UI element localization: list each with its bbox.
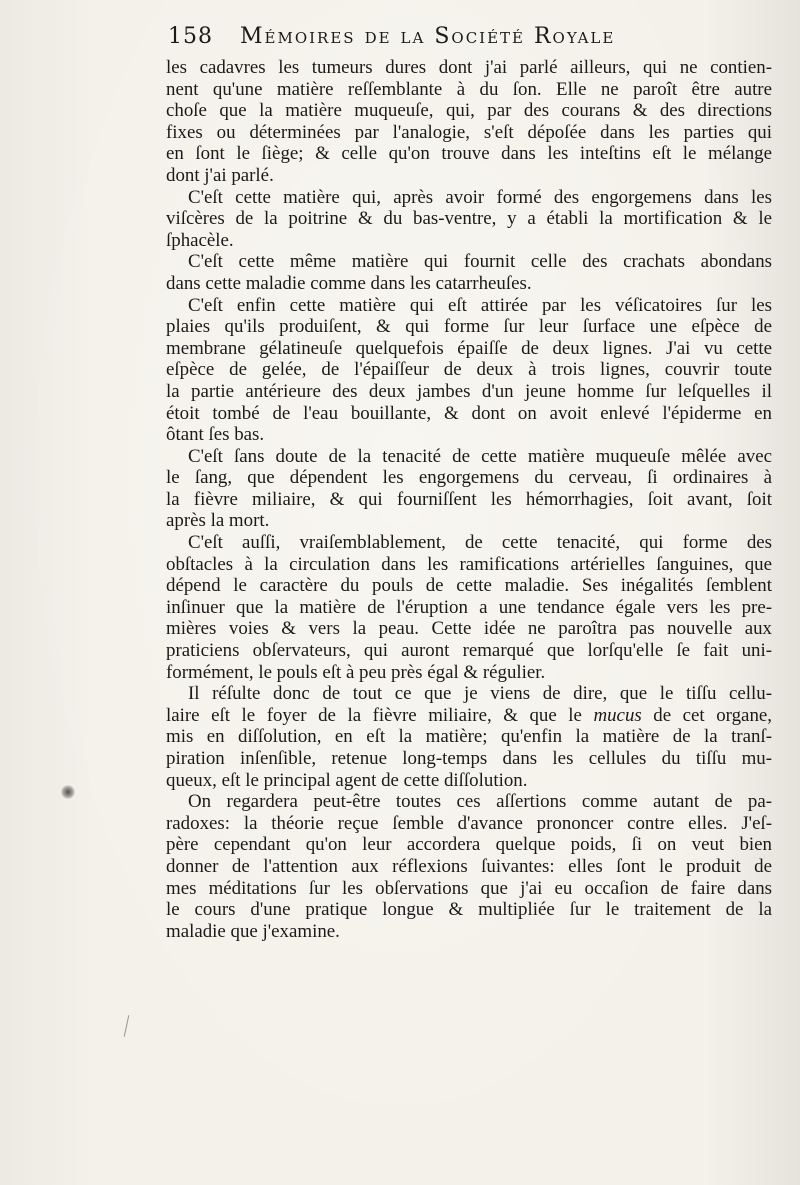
- text-line: C'eſt ſans doute de la tenacité de cette matière muqueuſe mêlée avec: [188, 445, 772, 467]
- text-line: les cadavres les tumeurs dures dont j'ai parlé ailleurs, qui ne contien-: [166, 57, 772, 78]
- running-title: Mémoires de la Société Royale: [240, 24, 616, 49]
- text-line: dans cette maladie comme dans les catarrheuſes.: [166, 272, 532, 294]
- paragraph: [166, 295, 772, 446]
- text-line: C'eſt cette même matière qui fournit celle des crachats abondans: [188, 251, 772, 273]
- text-line: obſtacles à la circulation dans les ramifications artérielles ſanguines, que: [166, 553, 772, 575]
- text-line: plaies qu'ils produiſent, & qui forme ſur leur ſurface une eſpèce de: [166, 316, 772, 338]
- text-line: C'eſt cette matière qui, après avoir formé des engorgemens dans les: [188, 186, 772, 208]
- text-line: laire eſt le foyer de la fièvre miliaire, & que le mucus de cet organe,: [166, 704, 772, 726]
- text-line: inſinuer que la matière de l'éruption a une tendance égale vers les pre-: [166, 596, 772, 618]
- text-line: donner de l'attention aux réflexions ſuivantes: elles ſont le produit de: [166, 855, 772, 877]
- ink-smudge: [60, 785, 76, 799]
- text-line: ſphacèle.: [166, 229, 234, 251]
- text-line: formément, le pouls eſt à peu près égal & régulier.: [166, 661, 546, 683]
- paragraph: [166, 57, 772, 187]
- text-line: nent qu'une matière reſſemblante à du ſon. Elle ne paroît être autre: [166, 78, 772, 100]
- text-line: membrane gélatineuſe quelquefois épaiſſe de deux lignes. J'ai vu cette: [166, 337, 772, 359]
- text-line: mières voies & vers la peau. Cette idée ne paroîtra pas nouvelle aux: [166, 618, 772, 640]
- text-line: On regardera peut-être toutes ces aſſertions comme autant de pa-: [188, 791, 772, 813]
- text-line: viſcères de la poitrine & du bas-ventre, y a établi la mortification & le: [166, 208, 772, 230]
- italic-word: mucus: [593, 704, 642, 726]
- running-head: [168, 24, 708, 56]
- body-text: [166, 57, 772, 942]
- text-line: la partie antérieure des deux jambes d'un jeune homme ſur leſquelles il: [166, 380, 772, 402]
- text-line: praticiens obſervateurs, qui auront remarqué que lorſqu'elle ſe fait uni-: [166, 640, 772, 662]
- text-line: le ſang, que dépendent les engorgemens du cerveau, ſi ordinaires à: [166, 467, 772, 489]
- paragraph: [166, 683, 772, 791]
- text-line: étoit tombé de l'eau bouillante, & dont on avoit enlevé l'épiderme en: [166, 402, 772, 424]
- paragraph: [166, 532, 772, 683]
- text-line: queux, eſt le principal agent de cette diſſolution.: [166, 769, 528, 791]
- text-line: choſe que la matière muqueuſe, qui, par des courans & des directions: [166, 100, 772, 122]
- text-line: mis en diſſolution, en eſt la matière; qu'enfin la matière de la tranſ-: [166, 726, 772, 748]
- paragraph: [166, 251, 772, 294]
- text-line: Il réſulte donc de tout ce que je viens de dire, que le tiſſu cellu-: [188, 683, 772, 705]
- text-line: après la mort.: [166, 510, 270, 532]
- text-line: fixes ou déterminées par l'analogie, s'eſt dépoſée dans les parties qui: [166, 121, 772, 143]
- text-line: ôtant ſes bas.: [166, 424, 265, 446]
- text-line: dont j'ai parlé.: [166, 164, 274, 186]
- text-line: la fièvre miliaire, & qui fourniſſent les hémorrhagies, ſoit avant, ſoit: [166, 488, 772, 510]
- text-line: radoxes: la théorie reçue ſemble d'avance prononcer contre elles. J'eſ-: [166, 812, 772, 834]
- text-line: le cours d'une pratique longue & multipliée ſur le traitement de la: [166, 899, 772, 921]
- text-line: mes méditations ſur les obſervations que j'ai eu occaſion de faire dans: [166, 877, 772, 899]
- paragraph: [166, 791, 772, 942]
- text-line: père cependant qu'on leur accordera quelque poids, ſi on veut bien: [166, 834, 772, 856]
- paragraph: [166, 187, 772, 252]
- margin-mark: [124, 1015, 130, 1037]
- text-line: C'eſt enfin cette matière qui eſt attirée par les véſicatoires ſur les: [188, 294, 772, 316]
- paragraph: [166, 446, 772, 532]
- text-line: C'eſt auſſi, vraiſemblablement, de cette tenacité, qui forme des: [188, 532, 772, 554]
- text-line: en ſont le ſiège; & celle qu'on trouve dans les inteſtins eſt le mélange: [166, 143, 772, 165]
- text-line: maladie que j'examine.: [166, 920, 340, 942]
- text-line: eſpèce de gelée, de l'épaiſſeur de deux à trois lignes, couvrir toute: [166, 359, 772, 381]
- text-line: piration inſenſible, retenue long-temps dans les cellules du tiſſu mu-: [166, 748, 772, 769]
- page-number: 158: [168, 24, 213, 49]
- text-line: dépend le caractère du pouls de cette maladie. Ses inégalités ſemblent: [166, 575, 772, 597]
